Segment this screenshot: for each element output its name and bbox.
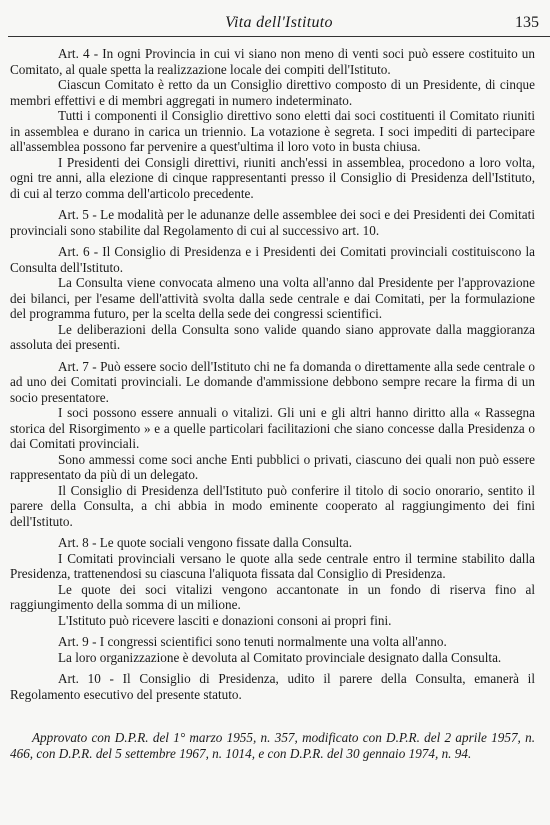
paragraph: Il Consiglio di Presidenza dell'Istituto può conferire il titolo di socio onorario, sentito il parere della Consulta, a chi abbia in modo eminente cooperato al raggiungimento dei fini dell'Istituto. — [10, 482, 535, 529]
art-9-paragraph: Art. 9 - I congressi scientifici sono tenuti normalmente una volta all'anno. — [58, 634, 447, 649]
running-title: Vita dell'Istituto — [225, 14, 333, 31]
paragraph: Le quote dei soci vitalizi vengono accantonate in un fondo di riserva fino al raggiungimento della somma di un milione. — [10, 581, 535, 612]
paragraph: I Comitati provinciali versano le quote alla sede centrale entro il termine stabilito dalla Presidenza, trattenendosi su ciascuna l'aliquota fissata dal Consiglio di Presidenza. — [10, 550, 535, 581]
art-5-paragraph: Art. 5 - Le modalità per le adunanze delle assemblee dei soci e dei Presidenti dei Comitati provinciali sono stabilite dal Regolamento di cui al successivo art. 10. — [10, 207, 535, 238]
paragraph: I soci possono essere annuali o vitalizi. Gli uni e gli altri hanno diritto alla « Rassegna storica del Risorgimento » e a quelle particolari facilitazioni che siano concesse dalla Presidenza o dai Comitati provinciali. — [10, 405, 535, 451]
paragraph: Sono ammessi come soci anche Enti pubblici o privati, ciascuno dei quali non può essere rappresentato da più di un delegato. — [10, 451, 535, 482]
paragraph: I Presidenti dei Consigli direttivi, riuniti anch'essi in assemblea, procedono a loro volta, ogni tre anni, alla elezione di cinque rappresentanti presso il Consiglio di Presidenza dell'Istituto, di cui al terzo comma dell'articolo precedente. — [10, 154, 535, 201]
paragraph: Ciascun Comitato è retto da un Consiglio direttivo composto di un Presidente, di cinque membri effettivi e di membri aggregati in numero indeterminato. — [10, 77, 535, 108]
art-6-paragraph: Art. 6 - Il Consiglio di Presidenza e i Presidenti dei Comitati provinciali costituiscono la Consulta dell'Istituto. — [10, 244, 535, 275]
art-7-paragraph: Art. 7 - Può essere socio dell'Istituto chi ne fa domanda o direttamente alla sede centrale o ad uno dei Comitati provinciali. Le domande d'ammissione debbono sempre recare la firma di un socio presentatore. — [10, 358, 535, 405]
art-4-paragraph: Art. 4 - In ogni Provincia in cui vi siano non meno di venti soci può essere costituito un Comitato, al quale spetta la realizzazione locale dei compiti dell'Istituto. — [10, 46, 535, 77]
paragraph: Tutti i componenti il Consiglio direttivo sono eletti dai soci costituenti il Comitato riuniti in assemblea e durano in carica un triennio. La votazione è segreta. I soci impediti di partecipare all'assemblea possono far pervenire a quest'ultima il loro voto in busta chiusa. — [10, 108, 535, 154]
page-number: 135 — [515, 14, 539, 31]
paragraph: La Consulta viene convocata almeno una volta all'anno dal Presidente per l'approvazione dei bilanci, per l'esame dell'attività svolta dalla sede centrale e dai Comitati, per la formulazione del programma futuro, per la scelta della sede dei congressi scientifici. — [10, 275, 535, 321]
approval-note: Approvato con D.P.R. del 1° marzo 1955, n. 357, modificato con D.P.R. del 2 aprile 1957, n. 466, con D.P.R. del 5 settembre 1967, n. 1014, e con D.P.R. del 30 gennaio 1974, n. 94. — [10, 730, 535, 761]
page-body — [10, 46, 535, 761]
header-rule — [8, 36, 550, 37]
art-10-paragraph: Art. 10 - Il Consiglio di Presidenza, udito il parere della Consulta, emanerà il Regolamento esecutivo del presente statuto. — [10, 671, 535, 702]
running-header — [8, 14, 550, 36]
paragraph: L'Istituto può ricevere lasciti e donazioni consoni ai propri fini. — [58, 612, 392, 628]
paragraph: La loro organizzazione è devoluta al Comitato provinciale designato dalla Consulta. — [58, 649, 502, 665]
art-8-paragraph: Art. 8 - Le quote sociali vengono fissate dalla Consulta. — [58, 535, 353, 550]
paragraph: Le deliberazioni della Consulta sono valide quando siano approvate dalla maggioranza assoluta dei presenti. — [10, 321, 535, 352]
